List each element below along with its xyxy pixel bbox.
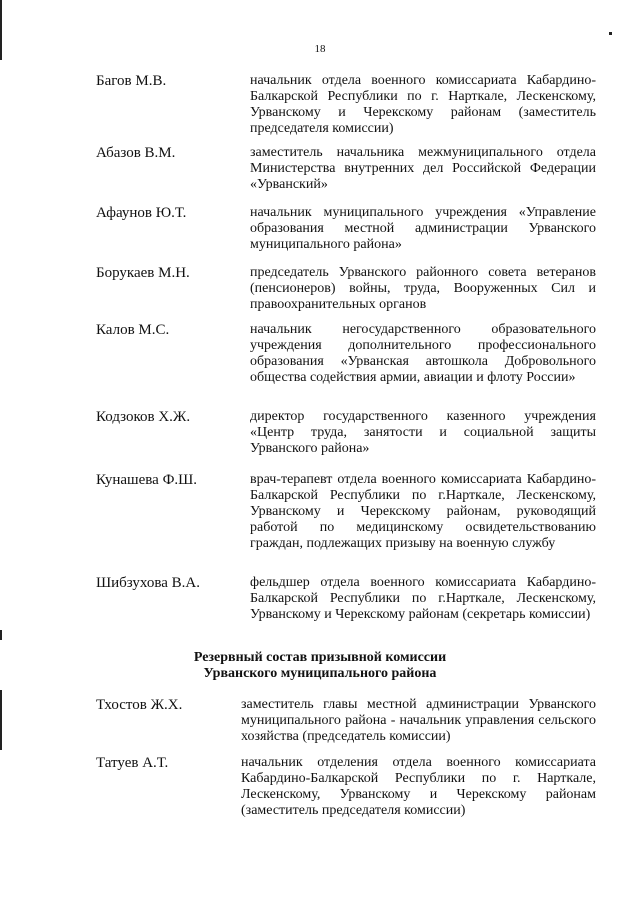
member-role: председатель Урванского районного совета ветеранов (пенсионеров) войны, труда, Вооруженных Сил и правоохранительных органов — [250, 265, 596, 312]
reserve-heading-line: Урванского муниципального района — [203, 666, 437, 681]
member-name: Шибзухова В.А. — [96, 575, 200, 591]
member-role: заместитель главы местной администрации Урванского муниципального района - начальник управления сельского хозяйства (председатель комиссии) — [241, 697, 596, 744]
member-role: начальник муниципального учреждения «Управление образования местной администрации Урванского муниципального района» — [250, 205, 596, 252]
member-name: Багов М.В. — [96, 73, 167, 89]
member-role: директор государственного казенного учреждения «Центр труда, занятости и социальной защиты Урванского района» — [250, 409, 596, 456]
member-name: Борукаев М.Н. — [96, 265, 190, 281]
member-role: заместитель начальника межмуниципального отдела Министерства внутренних дел Российской Федерации «Урванский» — [250, 145, 596, 192]
member-role: врач-терапевт отдела военного комиссариата Кабардино-Балкарской Республики по г.Нарткале, Лескенскому, Урванскому и Черекскому районам, руководящий работой по медицинскому освидетельствованию граждан, подлежащих призыву на военную службу — [250, 472, 596, 551]
member-name: Калов М.С. — [96, 322, 170, 338]
reserve-section-heading — [0, 650, 640, 682]
member-role: начальник отделения отдела военного комиссариата Кабардино-Балкарской Республики по г. Нарткале, Лескенскому, Урванскому и Черекскому районам (заместитель председателя комиссии) — [241, 755, 596, 818]
page-number: 18 — [314, 43, 326, 55]
scan-edge-mark — [0, 690, 2, 750]
member-name: Абазов В.М. — [96, 145, 176, 161]
member-name: Кунашева Ф.Ш. — [96, 472, 198, 488]
member-name: Тхостов Ж.Х. — [96, 697, 183, 713]
scan-edge-mark — [0, 630, 2, 640]
member-name: Кодзоков Х.Ж. — [96, 409, 191, 425]
member-role: фельдшер отдела военного комиссариата Кабардино-Балкарской Республики по г.Нарткале, Лескенскому, Урванскому и Черекскому районам (секретарь комиссии) — [250, 575, 596, 622]
member-role: начальник отдела военного комиссариата Кабардино-Балкарской Республики по г. Нарткале, Лескенскому, Урванскому и Черекскому районам (заместитель председателя комиссии) — [250, 73, 596, 136]
scan-dot-mark — [609, 32, 612, 35]
member-name: Татуев А.Т. — [96, 755, 169, 771]
member-role: начальник негосударственного образовательного учреждения дополнительного профессионального образования «Урванская автошкола Добровольного общества содействия армии, авиации и флоту России» — [250, 322, 596, 385]
reserve-heading-line: Резервный состав призывной комиссии — [193, 650, 447, 665]
member-name: Афаунов Ю.Т. — [96, 205, 187, 221]
